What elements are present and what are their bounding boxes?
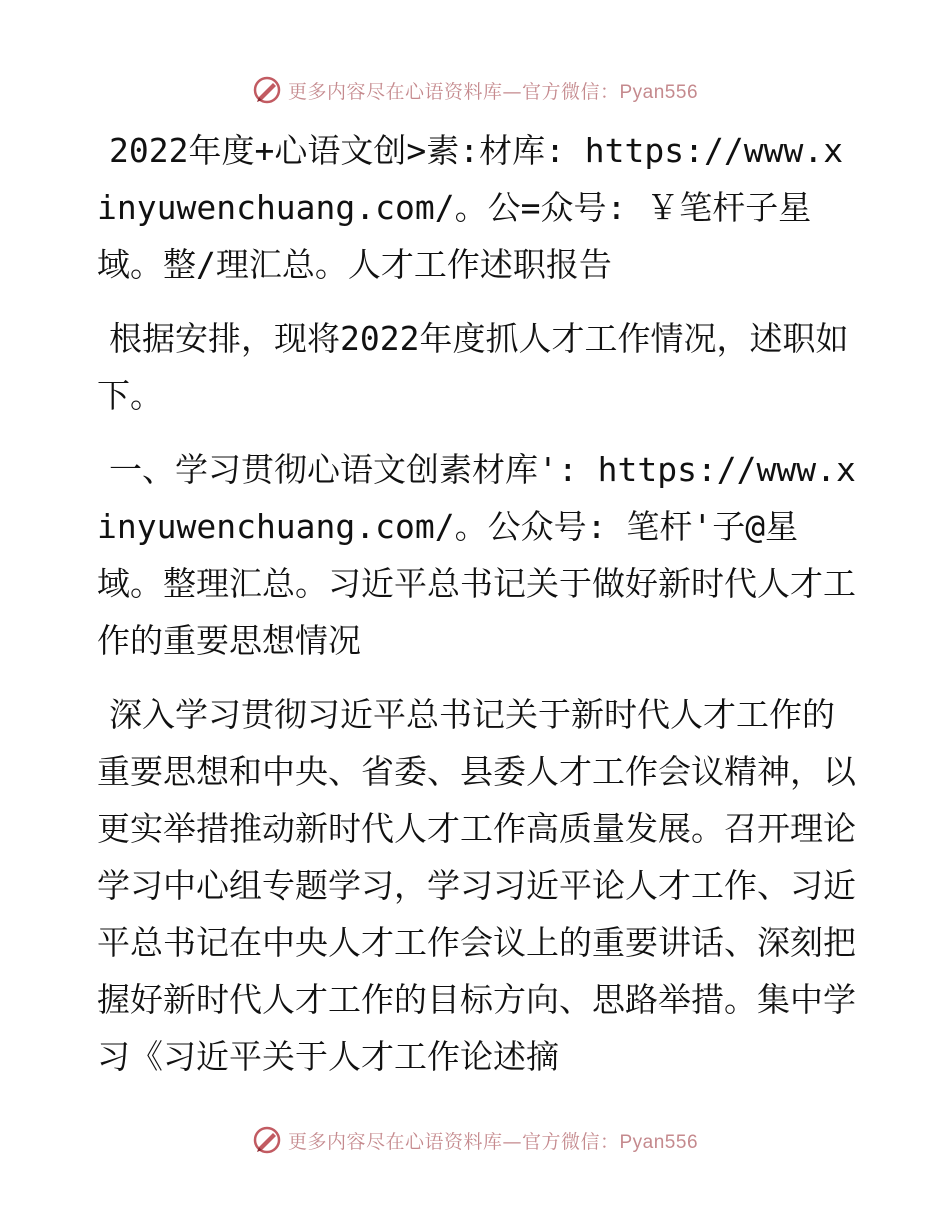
banner-official-text: 官方微信： [521,1130,620,1153]
footer-banner [0,1120,950,1160]
banner-main-text: 更多内容尽在心语资料库 [287,1130,503,1153]
section-heading-1-text: 一、学习贯彻心语文创素材库': https://www.xinyuwenchuang.com/。公众号: 笔杆'子@星域。整理汇总。习近平总书记关于做好新时代人才工作的重要思想情况 [97,450,856,660]
banner-official-text: 官方微信： [521,80,620,103]
paragraph-2 [97,310,857,424]
pen-circle-logo-icon [252,75,282,105]
header-banner [0,70,950,110]
section-heading-1 [97,441,857,669]
paragraph-2-text: 根据安排，现将2022年度抓人才工作情况，述职如下。 [97,319,849,415]
banner-wechat-id: Pyan556 [619,1131,699,1153]
paragraph-3 [97,686,857,1085]
banner-separator: — [502,80,522,103]
pen-circle-logo-icon [252,1125,282,1155]
banner-text [288,77,698,104]
banner-text [288,1127,698,1154]
banner-separator: — [502,1130,522,1153]
banner-wechat-id: Pyan556 [619,81,699,103]
banner-main-text: 更多内容尽在心语资料库 [287,80,503,103]
paragraph-1-text: 2022年度+心语文创>素:材库: https://www.xinyuwenchuang.com/。公=众号: ￥笔杆子星域。整/理汇总。人才工作述职报告 [97,131,844,284]
paragraph-1 [97,122,857,293]
paragraph-3-text: 深入学习贯彻习近平总书记关于新时代人才工作的重要思想和中央、省委、县委人才工作会议精神，以更实举措推动新时代人才工作高质量发展。召开理论学习中心组专题学习，学习习近平论人才工作、习近平总书记在中央人才工作会议上的重要讲话、深刻把握好新时代人才工作的目标方向、思路举措。集中学习《习近平关于人才工作论述摘 [97,695,856,1076]
document-body [97,122,857,1102]
